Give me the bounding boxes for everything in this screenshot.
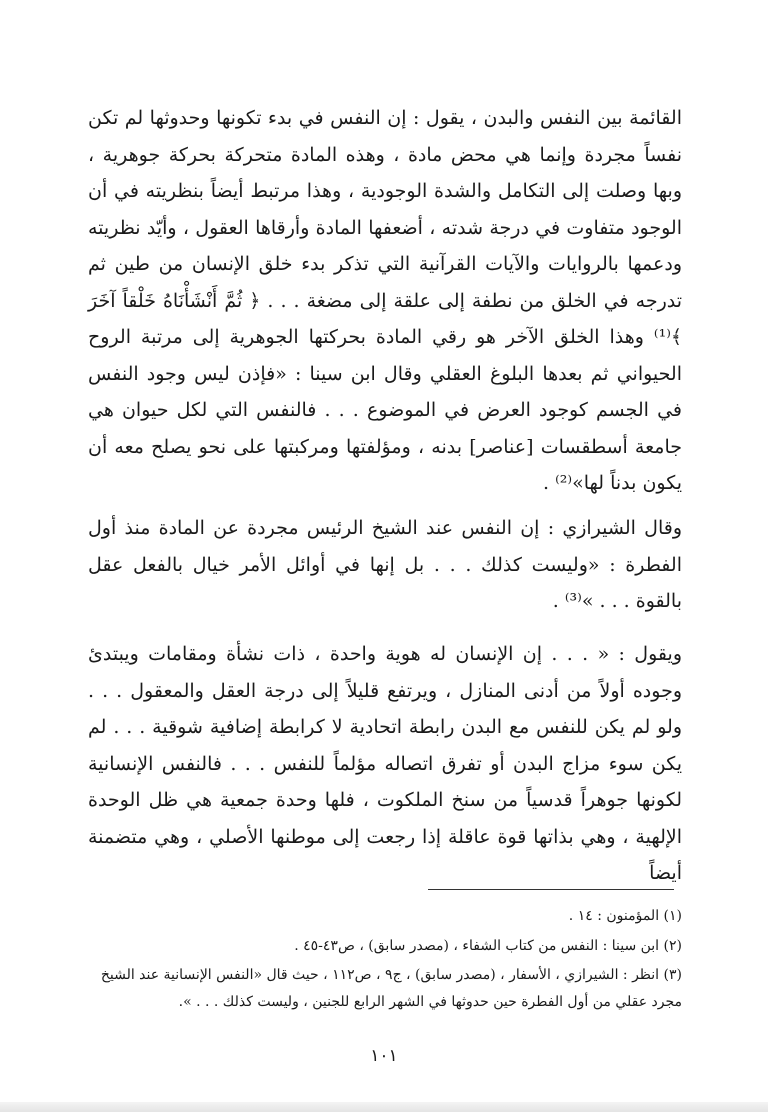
- body-paragraph-3: ويقول : « . . . إن الإنسان له هوية واحدة ، ذات نشأة ومقامات ويبتدئ وجوده أولاً من أدنى المنازل ، ويرتفع قليلاً إلى درجة العقل والمعقول . . . ولو لم يكن للنفس مع البدن رابطة اتحادية لا كرابطة إضافية شوقية . . . لم يكن سوء مزاج البدن أو تفرق اتصاله مؤلماً للنفس . . . فالنفس الإنسانية لكونها جوهراً قدسياً من سنخ الملكوت ، فلها وحدة جمعية هي ظل الوحدة الإلهية ، وهي بذاتها قوة عاقلة إذا رجعت إلى موطنها الأصلي ، وهي متضمنة أيضاً: [88, 643, 682, 884]
- footnote-1: (١) المؤمنون : ١٤ .: [568, 908, 682, 924]
- body-paragraph-1: القائمة بين النفس والبدن ، يقول : إن النفس في بدء تكونها وحدوثها لم تكن نفساً مجردة وإنما هي محض مادة ، وهذه المادة متحركة بحركة جوهرية ، وبها وصلت إلى التكامل والشدة الوجودية ، وهذا مرتبط أيضاً بنظريته في أن الوجود متفاوت في درجة شدته ، أضعفها المادة وأرقاها العقول ، وأيّد نظريته ودعمها بالروايات والآيات القرآنية التي تذكر بدء خلق الإنسان من طين ثم تدرجه في الخلق من نطفة إلى علقة إلى مضغة . . . ﴿ ثُمَّ أَنْشَأْنَاهُ خَلْقاً آخَرَ ﴾⁽¹⁾ وهذا الخلق الآخر هو رقي المادة بحركتها الجوهرية إلى مرتبة الروح الحيواني ثم بعدها البلوغ العقلي وقال ابن سينا : «فإذن ليس وجود النفس في الجسم كوجود العرض في الموضوع . . . فالنفس التي لكل حيوان هي جامعة أسطقسات [عناصر] بدنه ، ومؤلفتها ومركبتها على نحو يصلح معه أن يكون بدناً لها»⁽²⁾ .: [88, 107, 682, 494]
- footnote-2: (٢) ابن سينا : النفس من كتاب الشفاء ، (مصدر سابق) ، ص٤٣-٤٥ .: [294, 938, 682, 954]
- body-paragraph-2: وقال الشيرازي : إن النفس عند الشيخ الرئيس مجردة عن المادة منذ أول الفطرة : «وليست كذلك . . . بل إنها في أوائل الأمر خيال بالفعل عقل بالقوة . . . »⁽³⁾ .: [88, 517, 682, 612]
- footnote-3: (٣) انظر : الشيرازي ، الأسفار ، (مصدر سابق) ، ج٩ ، ص١١٢ ، حيث قال «النفس الإنسانية عند الشيخ مجرد عقلي من أول الفطرة حين حدوثها في الشهر الرابع للجنين ، وليست كذلك . . . ».: [100, 967, 682, 1010]
- page-bottom-edge: [0, 1102, 768, 1112]
- footnote-separator: [428, 889, 674, 890]
- page-number: ١٠١: [370, 1046, 398, 1066]
